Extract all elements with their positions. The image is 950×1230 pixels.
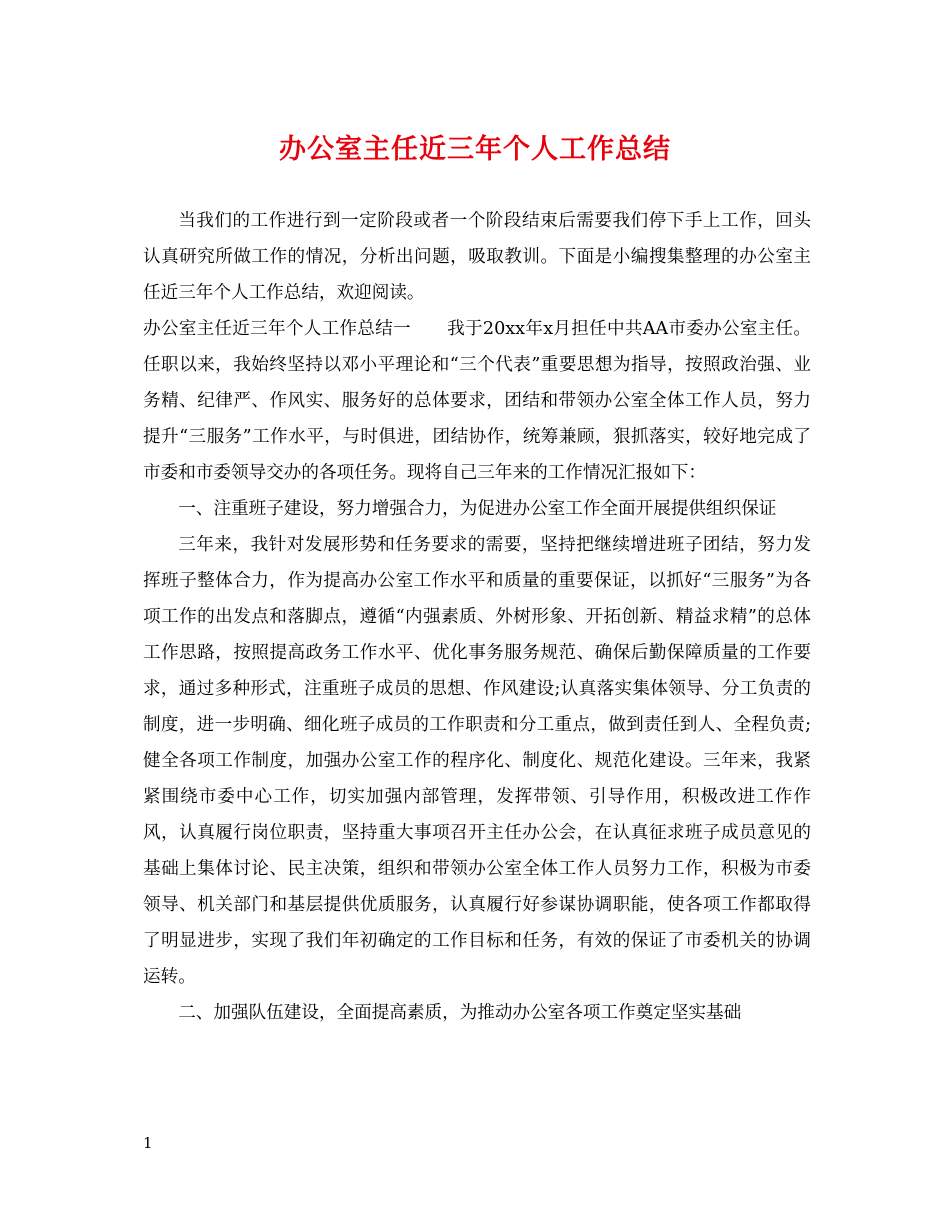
page-number: 1 <box>143 1134 153 1152</box>
paragraph-one: 三年来，我针对发展形势和任务要求的需要，坚持把继续增进班子团结，努力发挥班子整体合力，作为提高办公室工作水平和质量的重要保证，以抓好“三服务”为各项工作的出发点和落脚点，遵循“内强素质、外树形象、开拓创新、精益求精”的总体工作思路，按照提高政务工作水平、优化事务服务规范、确保后勤保障质量的工作要求，通过多种形式，注重班子成员的思想、作风建设;认真落实集体领导、分工负责的制度，进一步明确、细化班子成员的工作职责和分工重点，做到责任到人、全程负责;健全各项工作制度，加强办公室工作的程序化、制度化、规范化建设。三年来，我紧紧围绕市委中心工作，切实加强内部管理，发挥带领、引导作用，积极改进工作作风，认真履行岗位职责，坚持重大事项召开主任办公会，在认真征求班子成员意见的基础上集体讨论、民主决策，组织和带领办公室全体工作人员努力工作，积极为市委领导、机关部门和基层提供优质服务，认真履行好参谋协调职能，使各项工作都取得了明显进步，实现了我们年初确定的工作目标和任务，有效的保证了市委机关的协调运转。 <box>143 535 811 987</box>
intro-paragraph: 当我们的工作进行到一定阶段或者一个阶段结束后需要我们停下手上工作，回头认真研究所做工作的情况，分析出问题，吸取教训。下面是小编搜集整理的办公室主任近三年个人工作总结，欢迎阅读。 <box>143 211 811 303</box>
section-label: 办公室主任近三年个人工作总结一 <box>143 319 411 339</box>
section-paragraph <box>143 311 811 491</box>
heading-one: 一、注重班子建设，努力增强合力，为促进办公室工作全面开展提供组织保证 <box>178 499 777 519</box>
section-text: 我于20xx年x月担任中共AA市委办公室主任。任职以来，我始终坚持以邓小平理论和“三个代表”重要思想为指导，按照政治强、业务精、纪律严、作风实、服务好的总体要求，团结和带领办公室全体工作人员，努力提升“三服务”工作水平，与时俱进，团结协作，统筹兼顾，狠抓落实，较好地完成了市委和市委领导交办的各项任务。现将自己三年来的工作情况汇报如下： <box>143 319 811 483</box>
document-title: 办公室主任近三年个人工作总结 <box>279 134 671 165</box>
heading-two: 二、加强队伍建设，全面提高素质，为推动办公室各项工作奠定坚实基础 <box>178 1003 742 1023</box>
document-body <box>143 203 811 1031</box>
